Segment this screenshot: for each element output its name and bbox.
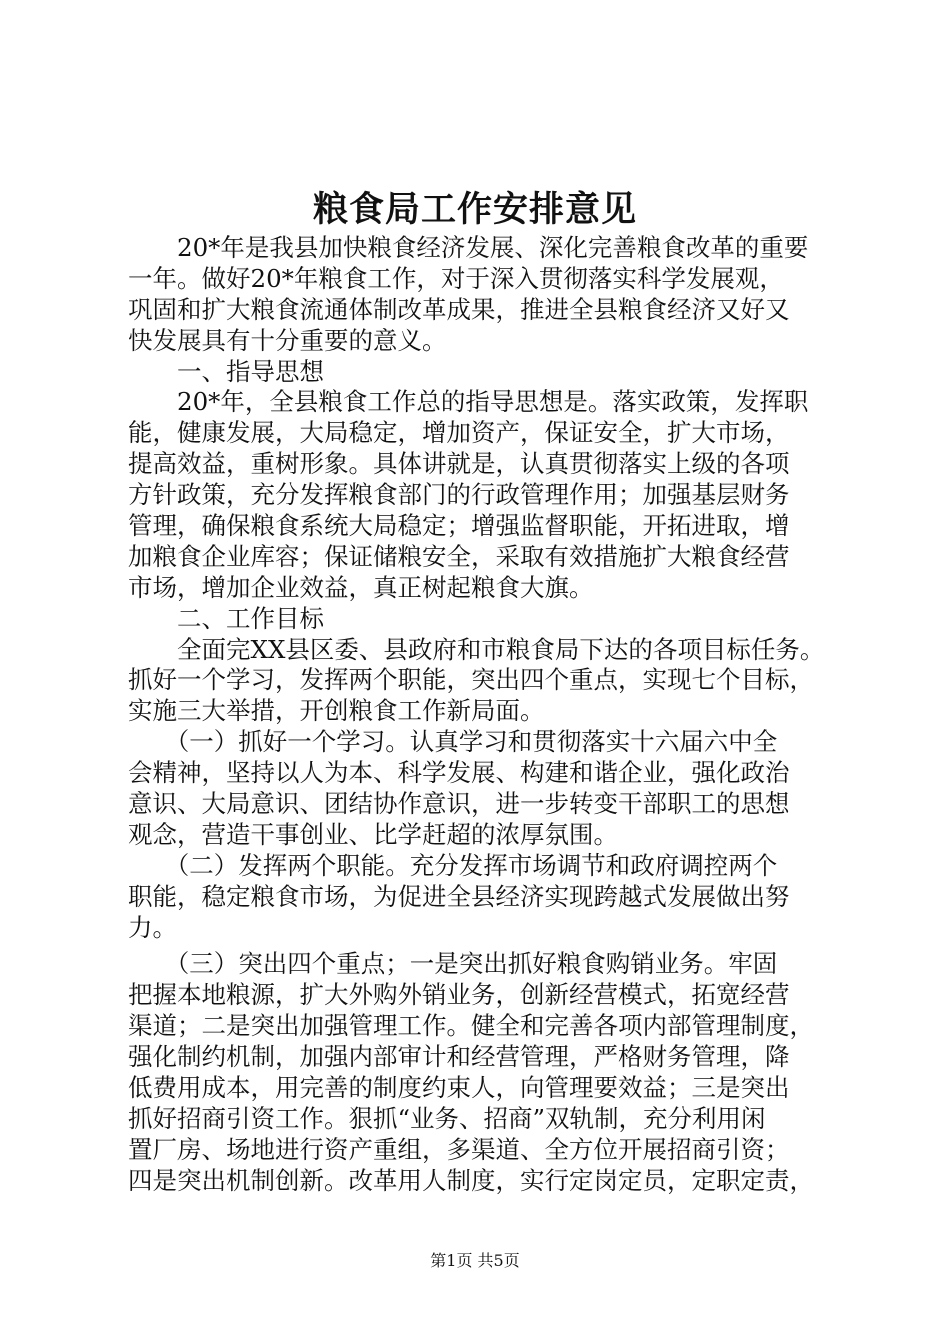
text-line: 渠道；二是突出加强管理工作。健全和完善各项内部管理制度， — [128, 1011, 814, 1041]
text-line: 实施三大举措，开创粮食工作新局面。 — [128, 696, 545, 726]
text-line: 快发展具有十分重要的意义。 — [128, 325, 447, 355]
text-line: 把握本地粮源，扩大外购外销业务，创新经营模式，拓宽经营 — [128, 980, 790, 1010]
text-line: 加粮食企业库容；保证储粮安全，采取有效措施扩大粮食经营 — [128, 541, 790, 571]
text-line: 能，健康发展，大局稳定，增加资产，保证安全，扩大市场， — [128, 418, 790, 448]
text-line: 抓好招商引资工作。狠抓“业务、招商”双轨制，充分利用闲 — [128, 1103, 766, 1133]
text-line: 力。 — [128, 912, 177, 942]
text-line: 20*年，全县粮食工作总的指导思想是。落实政策，发挥职 — [128, 387, 809, 417]
section-heading: 一、指导思想 — [128, 356, 324, 386]
text-line: 方针政策，充分发挥粮食部门的行政管理作用；加强基层财务 — [128, 480, 790, 510]
text-line: 全面完XX县区委、县政府和市粮食局下达的各项目标任务。 — [128, 634, 825, 664]
text-line: （一）抓好一个学习。认真学习和贯彻落实十六届六中全 — [128, 727, 778, 757]
text-line: （二）发挥两个职能。充分发挥市场调节和政府调控两个 — [128, 850, 778, 880]
text-line: 职能，稳定粮食市场，为促进全县经济实现跨越式发展做出努 — [128, 881, 790, 911]
text-line: 管理，确保粮食系统大局稳定；增强监督职能，开拓进取，增 — [128, 511, 790, 541]
page-number: 第1页 共5页 — [430, 1251, 520, 1270]
document-body — [128, 233, 848, 1197]
text-line: 意识、大局意识、团结协作意识，进一步转变干部职工的思想 — [128, 789, 790, 819]
text-line: 巩固和扩大粮食流通体制改革成果，推进全县粮食经济又好又 — [128, 294, 790, 324]
text-line: 提高效益，重树形象。具体讲就是，认真贯彻落实上级的各项 — [128, 449, 790, 479]
text-line: （三）突出四个重点；一是突出抓好粮食购销业务。牢固 — [128, 949, 778, 979]
text-line: 20*年是我县加快粮食经济发展、深化完善粮食改革的重要 — [128, 233, 809, 262]
text-line: 一年。做好20*年粮食工作，对于深入贯彻落实科学发展观， — [128, 263, 784, 293]
document-title: 粮食局工作安排意见 — [312, 189, 637, 230]
text-line: 会精神，坚持以人为本、科学发展、构建和谐企业，强化政治 — [128, 758, 790, 788]
text-line: 置厂房、场地进行资产重组，多渠道、全方位开展招商引资； — [128, 1134, 790, 1164]
text-line: 观念，营造干事创业、比学赶超的浓厚氛围。 — [128, 819, 618, 849]
text-line: 市场，增加企业效益，真正树起粮食大旗。 — [128, 572, 594, 602]
text-line: 强化制约机制，加强内部审计和经营管理，严格财务管理，降 — [128, 1042, 790, 1072]
text-line: 低费用成本，用完善的制度约束人，向管理要效益；三是突出 — [128, 1073, 790, 1103]
text-line: 四是突出机制创新。改革用人制度，实行定岗定员，定职定责， — [128, 1165, 814, 1195]
text-line: 抓好一个学习，发挥两个职能，突出四个重点，实现七个目标， — [128, 665, 814, 695]
section-heading: 二、工作目标 — [128, 603, 324, 633]
